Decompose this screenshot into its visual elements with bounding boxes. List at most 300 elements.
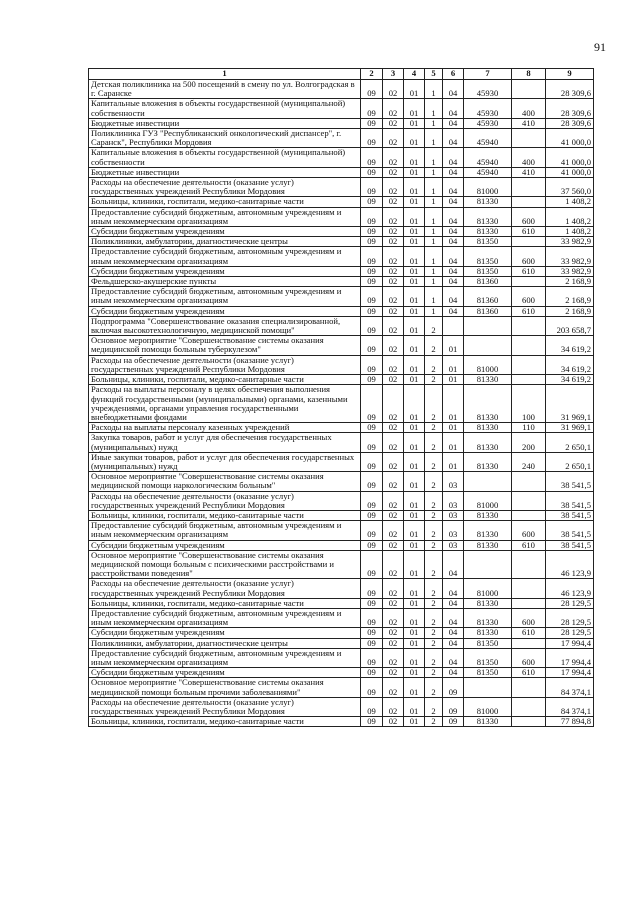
code-event: 03 — [443, 521, 464, 540]
code-expense-type — [512, 550, 546, 579]
code-expense-type — [512, 316, 546, 335]
code-subsection: 02 — [383, 452, 404, 471]
code-subprogram: 1 — [425, 247, 443, 266]
code-expense-type: 410 — [512, 118, 546, 128]
row-amount: 2 168,9 — [546, 306, 594, 316]
code-section: 09 — [361, 178, 383, 197]
row-name: Расходы на обеспечение деятельности (оказание услуг) государственных учреждений Республики Мордовия — [89, 491, 361, 510]
code-subsection: 02 — [383, 178, 404, 197]
code-program: 01 — [404, 717, 425, 727]
table-row — [89, 227, 594, 237]
row-name: Предоставление субсидий бюджетным, автономным учреждениям и иным некоммерческим организациям — [89, 247, 361, 266]
code-direction: 81360 — [464, 287, 512, 306]
row-amount: 41 000,0 — [546, 129, 594, 148]
row-name: Фельдшерско-акушерские пункты — [89, 277, 361, 287]
code-subprogram: 2 — [425, 336, 443, 355]
code-program: 01 — [404, 118, 425, 128]
code-subprogram: 1 — [425, 287, 443, 306]
code-expense-type: 110 — [512, 423, 546, 433]
row-amount: 1 408,2 — [546, 207, 594, 226]
code-section: 09 — [361, 129, 383, 148]
code-direction: 81330 — [464, 433, 512, 452]
code-program: 01 — [404, 472, 425, 491]
row-name: Бюджетные инвестиции — [89, 118, 361, 128]
code-subprogram: 2 — [425, 628, 443, 638]
row-name: Расходы на обеспечение деятельности (оказание услуг) государственных учреждений Республики Мордовия — [89, 579, 361, 598]
code-program: 01 — [404, 550, 425, 579]
code-expense-type: 600 — [512, 247, 546, 266]
row-name: Предоставление субсидий бюджетным, автономным учреждениям и иным некоммерческим организациям — [89, 608, 361, 627]
row-name: Предоставление субсидий бюджетным, автономным учреждениям и иным некоммерческим организациям — [89, 521, 361, 540]
code-section: 09 — [361, 247, 383, 266]
code-subprogram: 1 — [425, 207, 443, 226]
code-direction: 81330 — [464, 385, 512, 423]
row-amount: 2 168,9 — [546, 287, 594, 306]
code-section: 09 — [361, 433, 383, 452]
code-section: 09 — [361, 336, 383, 355]
code-program: 01 — [404, 385, 425, 423]
code-program: 01 — [404, 579, 425, 598]
row-name: Больницы, клиники, госпитали, медико-санитарные части — [89, 717, 361, 727]
code-section: 09 — [361, 697, 383, 716]
code-event: 04 — [443, 550, 464, 579]
code-event: 04 — [443, 207, 464, 226]
header-cell: 1 — [89, 69, 361, 80]
row-amount: 2 650,1 — [546, 452, 594, 471]
code-direction: 45930 — [464, 118, 512, 128]
code-event: 04 — [443, 579, 464, 598]
code-program: 01 — [404, 375, 425, 385]
code-subprogram: 1 — [425, 99, 443, 118]
table-row — [89, 550, 594, 579]
code-subsection: 02 — [383, 197, 404, 207]
code-section: 09 — [361, 491, 383, 510]
code-subprogram: 1 — [425, 266, 443, 276]
table-row — [89, 697, 594, 716]
header-cell: 4 — [404, 69, 425, 80]
code-event: 03 — [443, 491, 464, 510]
code-program: 01 — [404, 510, 425, 520]
row-amount: 28 129,5 — [546, 608, 594, 627]
code-subsection: 02 — [383, 598, 404, 608]
table-row — [89, 521, 594, 540]
code-expense-type — [512, 355, 546, 374]
code-event: 01 — [443, 355, 464, 374]
table-row — [89, 423, 594, 433]
code-expense-type: 610 — [512, 266, 546, 276]
row-amount: 2 650,1 — [546, 433, 594, 452]
row-name: Предоставление субсидий бюджетным, автономным учреждениям и иным некоммерческим организациям — [89, 287, 361, 306]
code-program: 01 — [404, 129, 425, 148]
row-amount: 37 560,0 — [546, 178, 594, 197]
code-event: 04 — [443, 277, 464, 287]
code-subprogram: 2 — [425, 638, 443, 648]
code-event: 04 — [443, 148, 464, 167]
row-amount: 38 541,5 — [546, 491, 594, 510]
header-cell: 7 — [464, 69, 512, 80]
table-row — [89, 247, 594, 266]
code-section: 09 — [361, 80, 383, 99]
table-row — [89, 336, 594, 355]
code-event: 04 — [443, 306, 464, 316]
code-subsection: 02 — [383, 550, 404, 579]
code-subprogram: 2 — [425, 423, 443, 433]
code-subsection: 02 — [383, 99, 404, 118]
code-direction: 81000 — [464, 355, 512, 374]
code-subprogram: 2 — [425, 717, 443, 727]
code-direction: 81000 — [464, 579, 512, 598]
code-event: 04 — [443, 237, 464, 247]
code-event: 04 — [443, 668, 464, 678]
row-amount: 38 541,5 — [546, 472, 594, 491]
code-subsection: 02 — [383, 433, 404, 452]
code-subprogram: 2 — [425, 678, 443, 697]
code-program: 01 — [404, 277, 425, 287]
table-row — [89, 316, 594, 335]
code-subsection: 02 — [383, 207, 404, 226]
table-row — [89, 129, 594, 148]
code-expense-type — [512, 598, 546, 608]
code-expense-type: 240 — [512, 452, 546, 471]
header-cell: 9 — [546, 69, 594, 80]
row-amount: 41 000,0 — [546, 167, 594, 177]
row-amount: 203 658,7 — [546, 316, 594, 335]
code-direction: 81350 — [464, 247, 512, 266]
row-name: Расходы на выплаты персоналу казенных учреждений — [89, 423, 361, 433]
row-name: Основное мероприятие "Совершенствование системы оказания медицинской помощи больным прочими заболеваниями" — [89, 678, 361, 697]
code-subprogram: 1 — [425, 118, 443, 128]
code-event: 01 — [443, 452, 464, 471]
code-direction — [464, 316, 512, 335]
row-name: Больницы, клиники, госпитали, медико-санитарные части — [89, 510, 361, 520]
code-section: 09 — [361, 452, 383, 471]
code-section: 09 — [361, 227, 383, 237]
code-subsection: 02 — [383, 648, 404, 667]
code-event: 04 — [443, 118, 464, 128]
row-name: Поликлиника ГУЗ "Республиканский онкологический диспансер", г. Саранск", Республики Мордовия — [89, 129, 361, 148]
table-row — [89, 306, 594, 316]
code-event: 04 — [443, 129, 464, 148]
table-row — [89, 491, 594, 510]
code-expense-type — [512, 678, 546, 697]
code-subsection: 02 — [383, 118, 404, 128]
table-row — [89, 277, 594, 287]
code-subprogram: 2 — [425, 550, 443, 579]
row-name: Больницы, клиники, госпитали, медико-санитарные части — [89, 598, 361, 608]
code-program: 01 — [404, 266, 425, 276]
code-subsection: 02 — [383, 355, 404, 374]
row-name: Поликлиники, амбулатории, диагностические центры — [89, 638, 361, 648]
code-subsection: 02 — [383, 579, 404, 598]
code-section: 09 — [361, 375, 383, 385]
code-program: 01 — [404, 207, 425, 226]
code-subsection: 02 — [383, 227, 404, 237]
code-expense-type: 600 — [512, 521, 546, 540]
code-direction: 81000 — [464, 491, 512, 510]
row-amount: 1 408,2 — [546, 197, 594, 207]
code-event: 03 — [443, 540, 464, 550]
code-section: 09 — [361, 648, 383, 667]
code-direction: 81360 — [464, 306, 512, 316]
code-subprogram: 1 — [425, 178, 443, 197]
code-section: 09 — [361, 423, 383, 433]
code-subprogram: 1 — [425, 227, 443, 237]
row-amount: 34 619,2 — [546, 336, 594, 355]
code-event: 01 — [443, 385, 464, 423]
table-row — [89, 385, 594, 423]
code-section: 09 — [361, 99, 383, 118]
row-name: Капитальные вложения в объекты государственной (муниципальной) собственности — [89, 99, 361, 118]
code-event: 04 — [443, 178, 464, 197]
code-event: 04 — [443, 167, 464, 177]
code-program: 01 — [404, 638, 425, 648]
table-row — [89, 167, 594, 177]
row-amount: 34 619,2 — [546, 355, 594, 374]
code-subprogram: 2 — [425, 510, 443, 520]
code-direction: 81350 — [464, 638, 512, 648]
code-event: 01 — [443, 423, 464, 433]
code-program: 01 — [404, 316, 425, 335]
code-subprogram: 1 — [425, 277, 443, 287]
code-event: 04 — [443, 628, 464, 638]
table-row — [89, 472, 594, 491]
code-section: 09 — [361, 540, 383, 550]
row-amount: 17 994,4 — [546, 668, 594, 678]
code-section: 09 — [361, 355, 383, 374]
header-cell: 3 — [383, 69, 404, 80]
code-expense-type — [512, 336, 546, 355]
table-row — [89, 266, 594, 276]
code-section: 09 — [361, 550, 383, 579]
code-event — [443, 316, 464, 335]
row-amount: 38 541,5 — [546, 540, 594, 550]
code-expense-type — [512, 491, 546, 510]
budget-table — [88, 68, 594, 727]
code-program: 01 — [404, 423, 425, 433]
code-program: 01 — [404, 237, 425, 247]
code-section: 09 — [361, 598, 383, 608]
code-program: 01 — [404, 678, 425, 697]
row-name: Расходы на обеспечение деятельности (оказание услуг) государственных учреждений Республики Мордовия — [89, 178, 361, 197]
code-program: 01 — [404, 521, 425, 540]
row-amount: 28 309,6 — [546, 80, 594, 99]
code-expense-type: 400 — [512, 99, 546, 118]
code-direction: 81330 — [464, 227, 512, 237]
code-direction: 81330 — [464, 452, 512, 471]
code-program: 01 — [404, 452, 425, 471]
row-amount: 28 309,6 — [546, 118, 594, 128]
code-program: 01 — [404, 608, 425, 627]
code-subsection: 02 — [383, 237, 404, 247]
code-subsection: 02 — [383, 287, 404, 306]
code-direction: 81330 — [464, 540, 512, 550]
code-expense-type: 600 — [512, 207, 546, 226]
table-row — [89, 648, 594, 667]
code-direction: 81350 — [464, 648, 512, 667]
code-subprogram: 2 — [425, 316, 443, 335]
code-subsection: 02 — [383, 277, 404, 287]
row-amount: 33 982,9 — [546, 266, 594, 276]
header-cell: 5 — [425, 69, 443, 80]
table-body — [89, 80, 594, 727]
code-subsection: 02 — [383, 717, 404, 727]
code-program: 01 — [404, 247, 425, 266]
code-direction: 81000 — [464, 178, 512, 197]
code-event: 04 — [443, 287, 464, 306]
code-subsection: 02 — [383, 306, 404, 316]
code-subsection: 02 — [383, 638, 404, 648]
code-expense-type: 600 — [512, 287, 546, 306]
row-amount: 33 982,9 — [546, 247, 594, 266]
code-section: 09 — [361, 579, 383, 598]
code-section: 09 — [361, 277, 383, 287]
code-section: 09 — [361, 472, 383, 491]
row-name: Подпрограмма "Совершенствование оказания специализированной, включая высокотехнологичную, медицинской помощи" — [89, 316, 361, 335]
code-subsection: 02 — [383, 678, 404, 697]
code-program: 01 — [404, 598, 425, 608]
code-subsection: 02 — [383, 628, 404, 638]
code-event: 09 — [443, 717, 464, 727]
code-section: 09 — [361, 237, 383, 247]
row-name: Детская поликлиника на 500 посещений в смену по ул. Волгоградская в г. Саранске — [89, 80, 361, 99]
code-program: 01 — [404, 433, 425, 452]
code-program: 01 — [404, 80, 425, 99]
code-subprogram: 2 — [425, 491, 443, 510]
code-direction: 81330 — [464, 197, 512, 207]
code-program: 01 — [404, 668, 425, 678]
code-expense-type — [512, 80, 546, 99]
code-subprogram: 1 — [425, 167, 443, 177]
code-program: 01 — [404, 99, 425, 118]
code-event: 04 — [443, 227, 464, 237]
code-program: 01 — [404, 697, 425, 716]
table-row — [89, 80, 594, 99]
code-event: 01 — [443, 336, 464, 355]
code-expense-type: 600 — [512, 608, 546, 627]
code-subsection: 02 — [383, 375, 404, 385]
code-section: 09 — [361, 668, 383, 678]
code-expense-type: 610 — [512, 540, 546, 550]
page-number: 91 — [594, 40, 606, 54]
code-direction: 81000 — [464, 697, 512, 716]
code-subprogram: 2 — [425, 579, 443, 598]
code-direction: 81350 — [464, 237, 512, 247]
row-name: Основное мероприятие "Совершенствование системы оказания медицинской помощи больным с психическими расстройствами и расстройствами поведения" — [89, 550, 361, 579]
code-subsection: 02 — [383, 148, 404, 167]
code-expense-type: 610 — [512, 668, 546, 678]
row-name: Иные закупки товаров, работ и услуг для обеспечения государственных (муниципальных) нужд — [89, 452, 361, 471]
row-amount: 17 994,4 — [546, 648, 594, 667]
table-row — [89, 638, 594, 648]
code-subprogram: 1 — [425, 129, 443, 148]
row-name: Расходы на выплаты персоналу в целях обеспечения выполнения функций государственными (муниципальными) органами, казенными учреждениями, органами управления государственными внебюджетными фондами — [89, 385, 361, 423]
code-direction: 81350 — [464, 668, 512, 678]
row-amount: 84 374,1 — [546, 697, 594, 716]
code-section: 09 — [361, 521, 383, 540]
row-amount: 84 374,1 — [546, 678, 594, 697]
code-subsection: 02 — [383, 472, 404, 491]
code-event: 03 — [443, 472, 464, 491]
code-subprogram: 1 — [425, 197, 443, 207]
row-amount: 33 982,9 — [546, 237, 594, 247]
code-program: 01 — [404, 491, 425, 510]
table-row — [89, 148, 594, 167]
row-name: Основное мероприятие "Совершенствование системы оказания медицинской помощи больным туберкулезом" — [89, 336, 361, 355]
code-subsection: 02 — [383, 266, 404, 276]
code-section: 09 — [361, 306, 383, 316]
code-subprogram: 2 — [425, 608, 443, 627]
code-section: 09 — [361, 385, 383, 423]
code-program: 01 — [404, 306, 425, 316]
code-program: 01 — [404, 197, 425, 207]
code-event: 04 — [443, 197, 464, 207]
code-subprogram: 2 — [425, 540, 443, 550]
table-row — [89, 178, 594, 197]
code-expense-type — [512, 178, 546, 197]
code-subsection: 02 — [383, 697, 404, 716]
code-event: 04 — [443, 598, 464, 608]
code-subprogram: 2 — [425, 385, 443, 423]
code-event: 04 — [443, 99, 464, 118]
table-row — [89, 355, 594, 374]
code-expense-type: 610 — [512, 227, 546, 237]
code-event: 04 — [443, 608, 464, 627]
code-expense-type — [512, 638, 546, 648]
code-subsection: 02 — [383, 491, 404, 510]
table-row — [89, 678, 594, 697]
code-direction: 45930 — [464, 80, 512, 99]
code-subprogram: 2 — [425, 452, 443, 471]
code-subsection: 02 — [383, 668, 404, 678]
row-name: Субсидии бюджетным учреждениям — [89, 540, 361, 550]
code-expense-type — [512, 510, 546, 520]
code-section: 09 — [361, 266, 383, 276]
code-section: 09 — [361, 197, 383, 207]
code-event: 09 — [443, 678, 464, 697]
code-program: 01 — [404, 336, 425, 355]
code-subsection: 02 — [383, 80, 404, 99]
table-header-row — [89, 69, 594, 80]
code-subsection: 02 — [383, 336, 404, 355]
row-name: Субсидии бюджетным учреждениям — [89, 306, 361, 316]
row-name: Основное мероприятие "Совершенствование системы оказания медицинской помощи наркологическим больным" — [89, 472, 361, 491]
code-expense-type: 610 — [512, 628, 546, 638]
row-name: Больницы, клиники, госпитали, медико-санитарные части — [89, 375, 361, 385]
code-section: 09 — [361, 638, 383, 648]
code-direction: 81330 — [464, 375, 512, 385]
code-section: 09 — [361, 678, 383, 697]
table-row — [89, 608, 594, 627]
code-direction: 81330 — [464, 521, 512, 540]
code-subsection: 02 — [383, 129, 404, 148]
code-event: 04 — [443, 266, 464, 276]
code-section: 09 — [361, 148, 383, 167]
code-subsection: 02 — [383, 247, 404, 266]
code-expense-type — [512, 197, 546, 207]
table-row — [89, 237, 594, 247]
row-name: Расходы на обеспечение деятельности (оказание услуг) государственных учреждений Республики Мордовия — [89, 697, 361, 716]
row-name: Больницы, клиники, госпитали, медико-санитарные части — [89, 197, 361, 207]
code-expense-type — [512, 717, 546, 727]
code-direction: 45940 — [464, 167, 512, 177]
table-row — [89, 375, 594, 385]
row-amount: 17 994,4 — [546, 638, 594, 648]
code-direction — [464, 678, 512, 697]
header-cell: 2 — [361, 69, 383, 80]
header-cell: 8 — [512, 69, 546, 80]
code-program: 01 — [404, 148, 425, 167]
code-section: 09 — [361, 167, 383, 177]
